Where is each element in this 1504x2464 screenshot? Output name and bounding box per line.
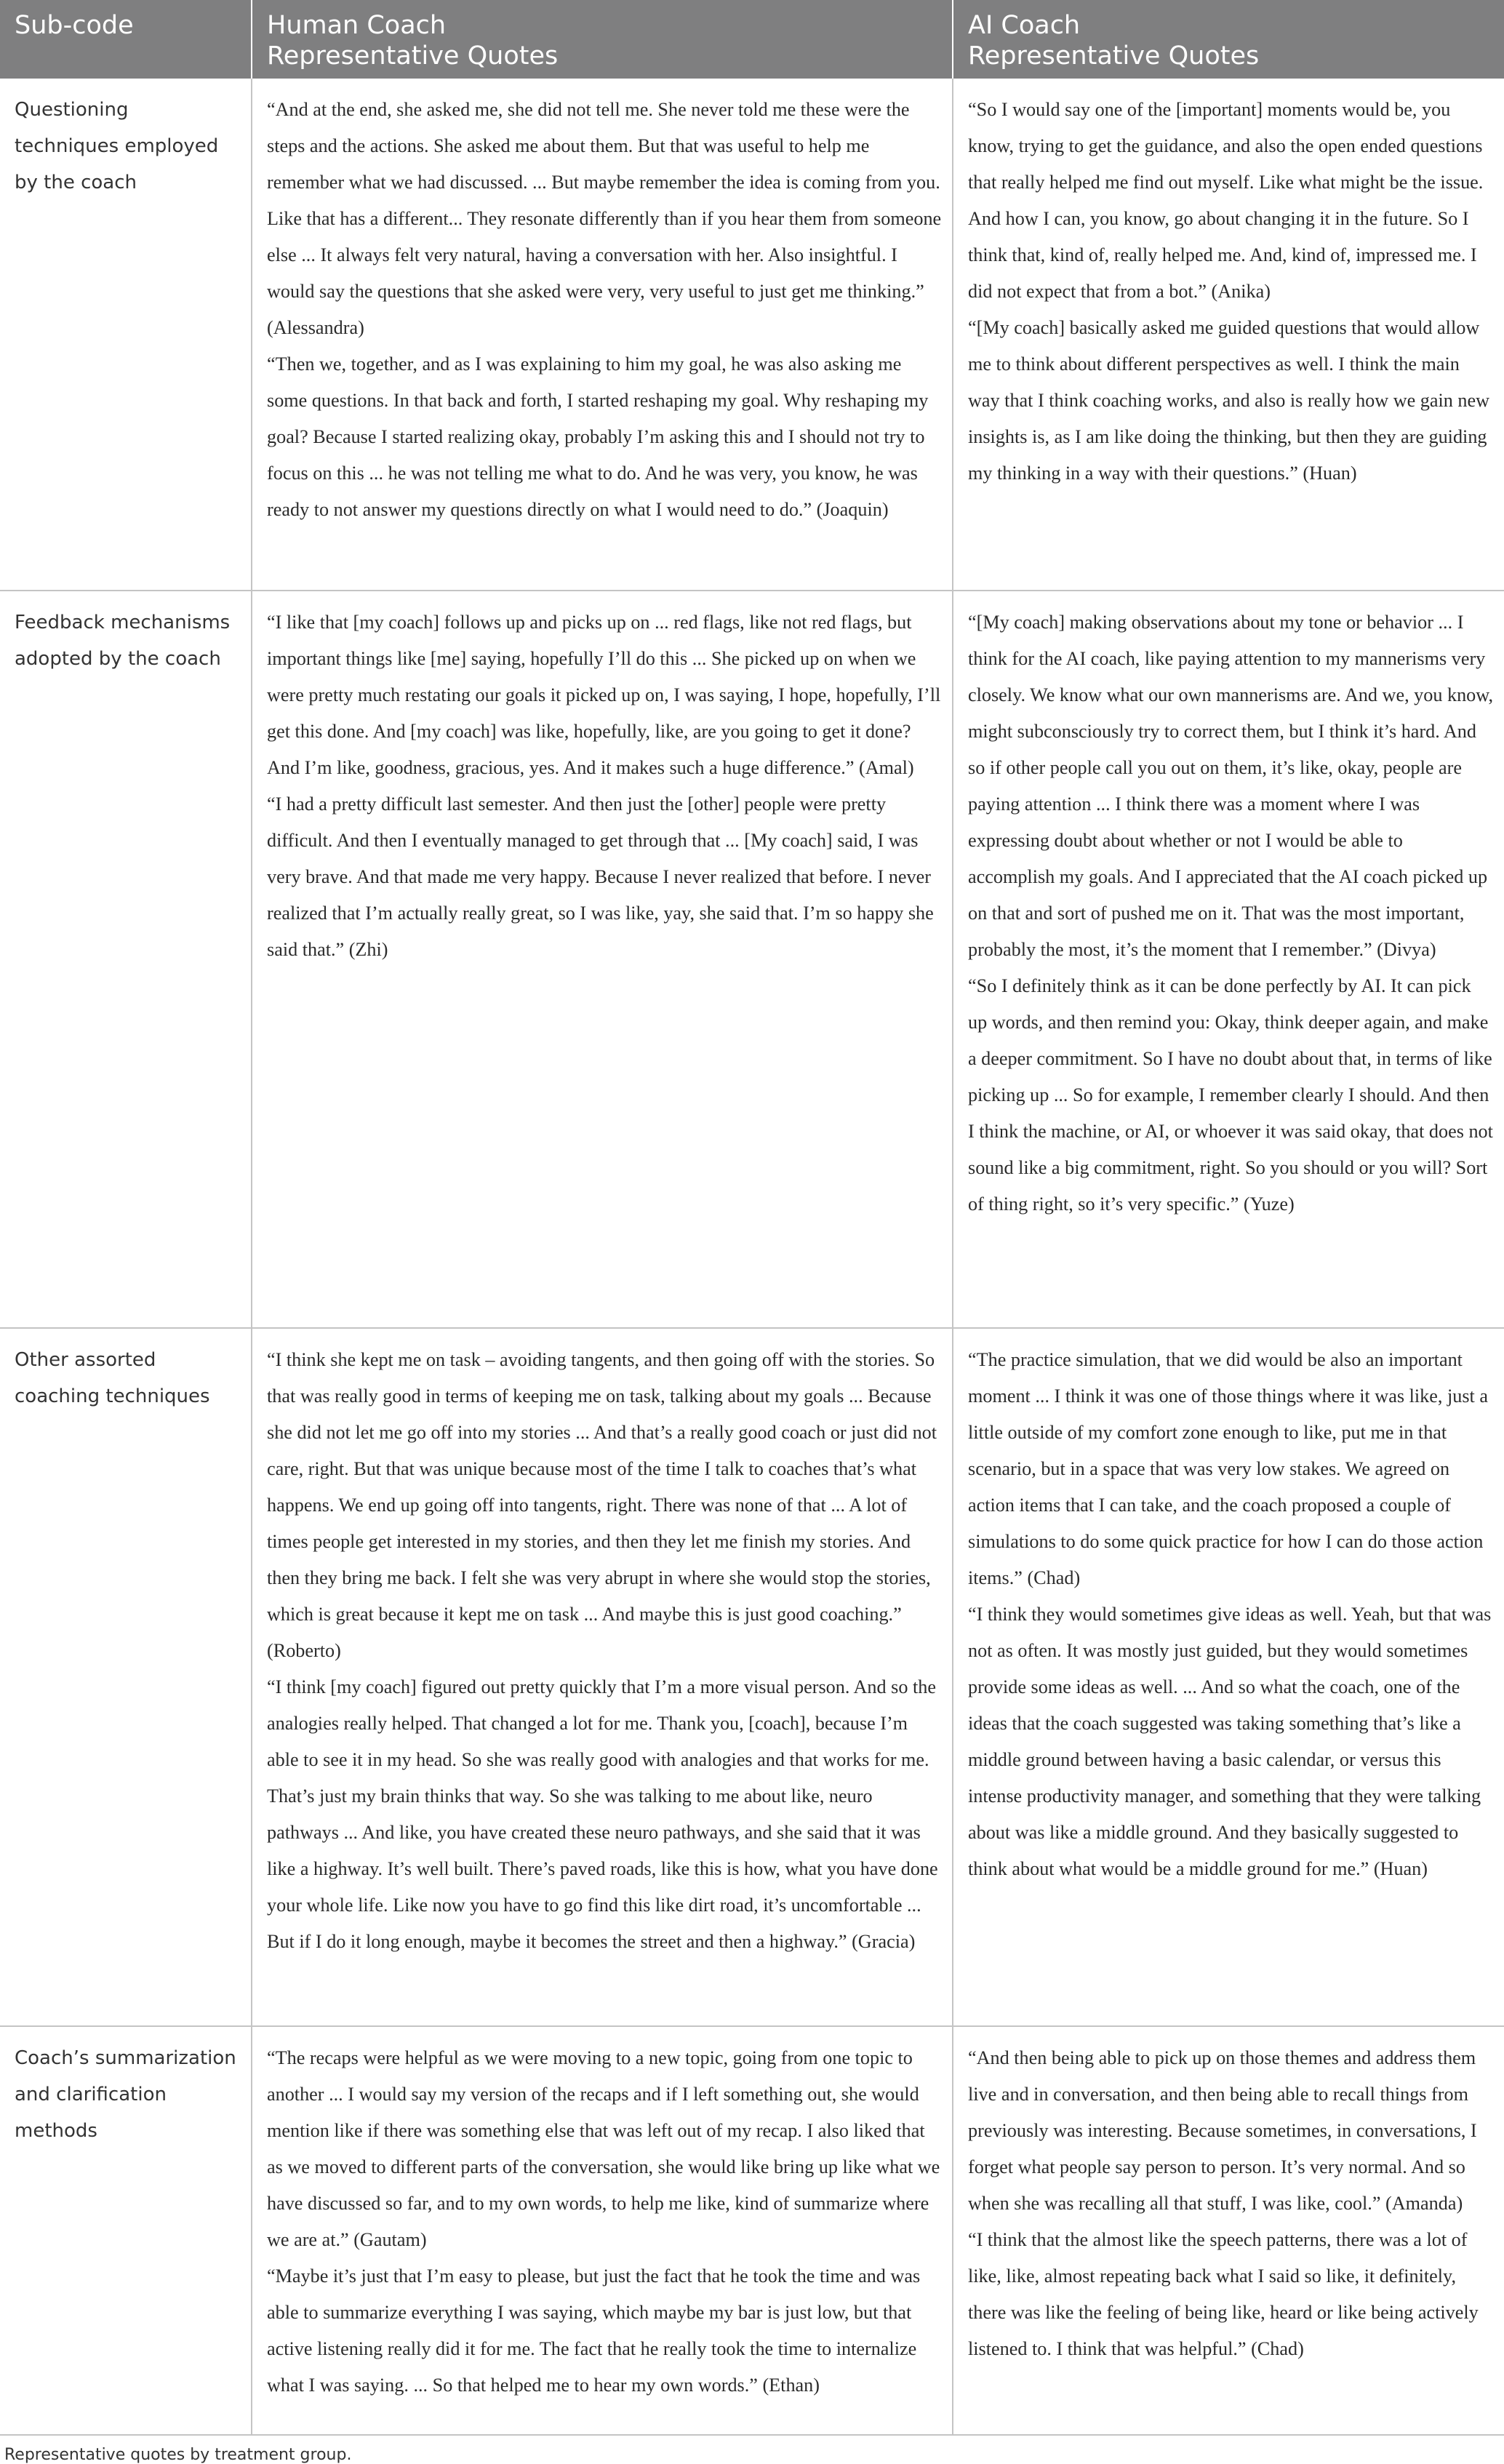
quote-text: “I had a pretty difficult last semester. And then just the [other] people were pretty difficult. And then I eventually managed to get through that ... [My coach] said, I was very brave. And that made me very happy. Because I never realized that before. I never realized that I’m actually really great, so I was like, yay, she said that. I’m so happy she said that.” (Zhi)	[267, 793, 934, 960]
quote-text: “And at the end, she asked me, she did not tell me. She never told me these were the steps and the actions. She asked me about them. But that was useful to help me remember what we had discussed. ... But maybe remember the idea is coming from you. Like that has a different... They resonate differently than if you hear them from someone else ... It always felt very natural, having a conversation with her. Also insightful. I would say the questions that she asked were very, very useful to just get me thinking.” (Alessandra)	[267, 99, 942, 338]
table-row	[0, 79, 1504, 591]
quote-text: “I think that the almost like the speech patterns, there was a lot of like, like, almost repeating back what I said so like, it definitely, there was like the feeling of being like, heard or like being actively listened to. I think that was helpful.” (Chad)	[968, 2229, 1479, 2359]
table-row	[0, 2026, 1504, 2435]
subcode-cell: Questioning techniques employed by the coach	[0, 79, 252, 591]
header-subcode	[0, 0, 252, 79]
ai-quotes-cell	[953, 2026, 1504, 2435]
header-human-title: Human Coach	[267, 11, 447, 40]
subcode-cell: Feedback mechanisms adopted by the coach	[0, 591, 252, 1328]
table-row	[0, 1328, 1504, 2026]
ai-quotes-cell	[953, 79, 1504, 591]
human-quotes-cell	[252, 1328, 953, 2026]
quote-text: “And then being able to pick up on those themes and address them live and in conversation, and then being able to recall things from previously was interesting. Because sometimes, in conversations, I forget what people say person to person. It’s very normal. And so when she was recalling all that stuff, I was like, cool.” (Amanda)	[968, 2047, 1477, 2214]
header-row	[0, 0, 1504, 79]
header-human-subtitle: Representative Quotes	[267, 41, 559, 71]
quote-text: “I like that [my coach] follows up and picks up on ... red flags, like not red flags, but important things like [me] saying, hopefully I’ll do this ... She picked up on when we were pretty much restating our goals it picked up on, I was saying, I hope, hopefully, I’ll get this done. And [my coach] was like, hopefully, like, are you going to get it done? And I’m like, goodness, gracious, yes. And it makes such a huge difference.” (Amal)	[267, 612, 941, 778]
header-subcode-label: Sub-code	[15, 11, 134, 40]
quote-text: “So I definitely think as it can be done perfectly by AI. It can pick up words, and then remind you: Okay, think deeper again, and make a deeper commitment. So I have no doubt about that, in terms of like picking up ... So for example, I remember clearly I should. And then I think the machine, or AI, or whoever it was said okay, that does not sound like a big commitment, right. So you should or you will? Sort of thing right, so it’s very specific.” (Yuze)	[968, 975, 1493, 1215]
quote-text: “So I would say one of the [important] moments would be, you know, trying to get the guidance, and also the open ended questions that really helped me find out myself. Like what might be the issue. And how I can, you know, go about changing it in the future. So I think that, kind of, really helped me. And, kind of, impressed me. I did not expect that from a bot.” (Anika)	[968, 99, 1484, 302]
quote-text: “I think [my coach] figured out pretty quickly that I’m a more visual person. And so the analogies really helped. That changed a lot for me. Thank you, [coach], because I’m able to see it in my head. So she was really good with analogies and that works for me. That’s just my brain thinks that way. So she was talking to me about like, neuro pathways ... And like, you have created these neuro pathways, and she said that it was like a highway. It’s well built. There’s paved roads, like this is how, what you have done your whole life. Like now you have to go find this like dirt road, it’s uncomfortable ... But if I do it long enough, maybe it becomes the street and then a highway.” (Gracia)	[267, 1676, 938, 1952]
quote-text: “The practice simulation, that we did would be also an important moment ... I think it was one of those things where it was like, just a little outside of my comfort zone enough to like, put me in that scenario, but in a space that was very low stakes. We agreed on action items that I can take, and the coach proposed a couple of simulations to do some quick practice for how I can do those action items.” (Chad)	[968, 1349, 1488, 1588]
header-ai-coach	[953, 0, 1504, 79]
ai-quotes-cell	[953, 1328, 1504, 2026]
quote-text: “[My coach] making observations about my tone or behavior ... I think for the AI coach, like paying attention to my mannerisms very closely. We know what our own mannerisms are. And we, you know, might subconsciously try to correct them, but I think it’s hard. And so if other people call you out on them, it’s like, okay, people are paying attention ... I think there was a moment where I was expressing doubt about whether or not I would be able to accomplish my goals. And I appreciated that the AI coach picked up on that and sort of pushed me on it. That was the most important, probably the most, it’s the moment that I remember.” (Divya)	[968, 612, 1494, 960]
subcode-cell: Coach’s summarization and clarification methods	[0, 2026, 252, 2435]
header-ai-subtitle: Representative Quotes	[968, 41, 1260, 71]
quote-text: “[My coach] basically asked me guided questions that would allow me to think about different perspectives as well. I think the main way that I think coaching works, and also is really how we gain new insights is, as I am like doing the thinking, but then they are guiding my thinking in a way with their questions.” (Huan)	[968, 317, 1490, 484]
quote-text: “I think she kept me on task – avoiding tangents, and then going off with the stories. So that was really good in terms of keeping me on task, talking about my goals ... Because she did not let me go off into my stories ... And that’s a really good coach or just did not care, right. But that was unique because most of the time I talk to coaches that’s what happens. We end up going off into tangents, right. There was none of that ... A lot of times people get interested in my stories, and then they let me finish my stories. And then they bring me back. I felt she was very abrupt in where she would stop the stories, which is great because it kept me on task ... And maybe this is just good coaching.” (Roberto)	[267, 1349, 937, 1661]
quote-text: “Maybe it’s just that I’m easy to please, but just the fact that he took the time and was able to summarize everything I was saying, which maybe my bar is just low, but that active listening really did it for me. The fact that he really took the time to internalize what I was saying. ... So that helped me to hear my own words.” (Ethan)	[267, 2265, 921, 2396]
human-quotes-cell	[252, 591, 953, 1328]
quote-text: “The recaps were helpful as we were moving to a new topic, going from one topic to another ... I would say my version of the recaps and if I left something out, she would mention like if there was something else that was left out of my recap. I also liked that as we moved to different parts of the conversation, she would like bring up like what we have discussed so far, and to my own words, to help me like, kind of summarize where we are at.” (Gautam)	[267, 2047, 940, 2250]
subcode-cell: Other assorted coaching techniques	[0, 1328, 252, 2026]
human-quotes-cell	[252, 79, 953, 591]
ai-quotes-cell	[953, 591, 1504, 1328]
table-row	[0, 591, 1504, 1328]
quote-text: “I think they would sometimes give ideas as well. Yeah, but that was not as often. It was mostly just guided, but they would sometimes provide some ideas as well. ... And so what the coach, one of the ideas that the coach suggested was taking something that’s like a middle ground between having a basic calendar, or versus this intense productivity manager, and something that they were talking about was like a middle ground. And they basically suggested to think about what would be a middle ground for me.” (Huan)	[968, 1604, 1492, 1879]
table-caption: Representative quotes by treatment group.	[4, 2446, 352, 2464]
quote-text: “Then we, together, and as I was explaining to him my goal, he was also asking me some questions. In that back and forth, I started reshaping my goal. Why reshaping my goal? Because I started realizing okay, probably I’m asking this and I should not try to focus on this ... he was not telling me what to do. And he was very, you know, he was ready to not answer my questions directly on what I would need to do.” (Joaquin)	[267, 353, 929, 520]
human-quotes-cell	[252, 2026, 953, 2435]
table-header	[0, 0, 1504, 79]
header-ai-title: AI Coach	[968, 11, 1081, 40]
header-human-coach	[252, 0, 953, 79]
